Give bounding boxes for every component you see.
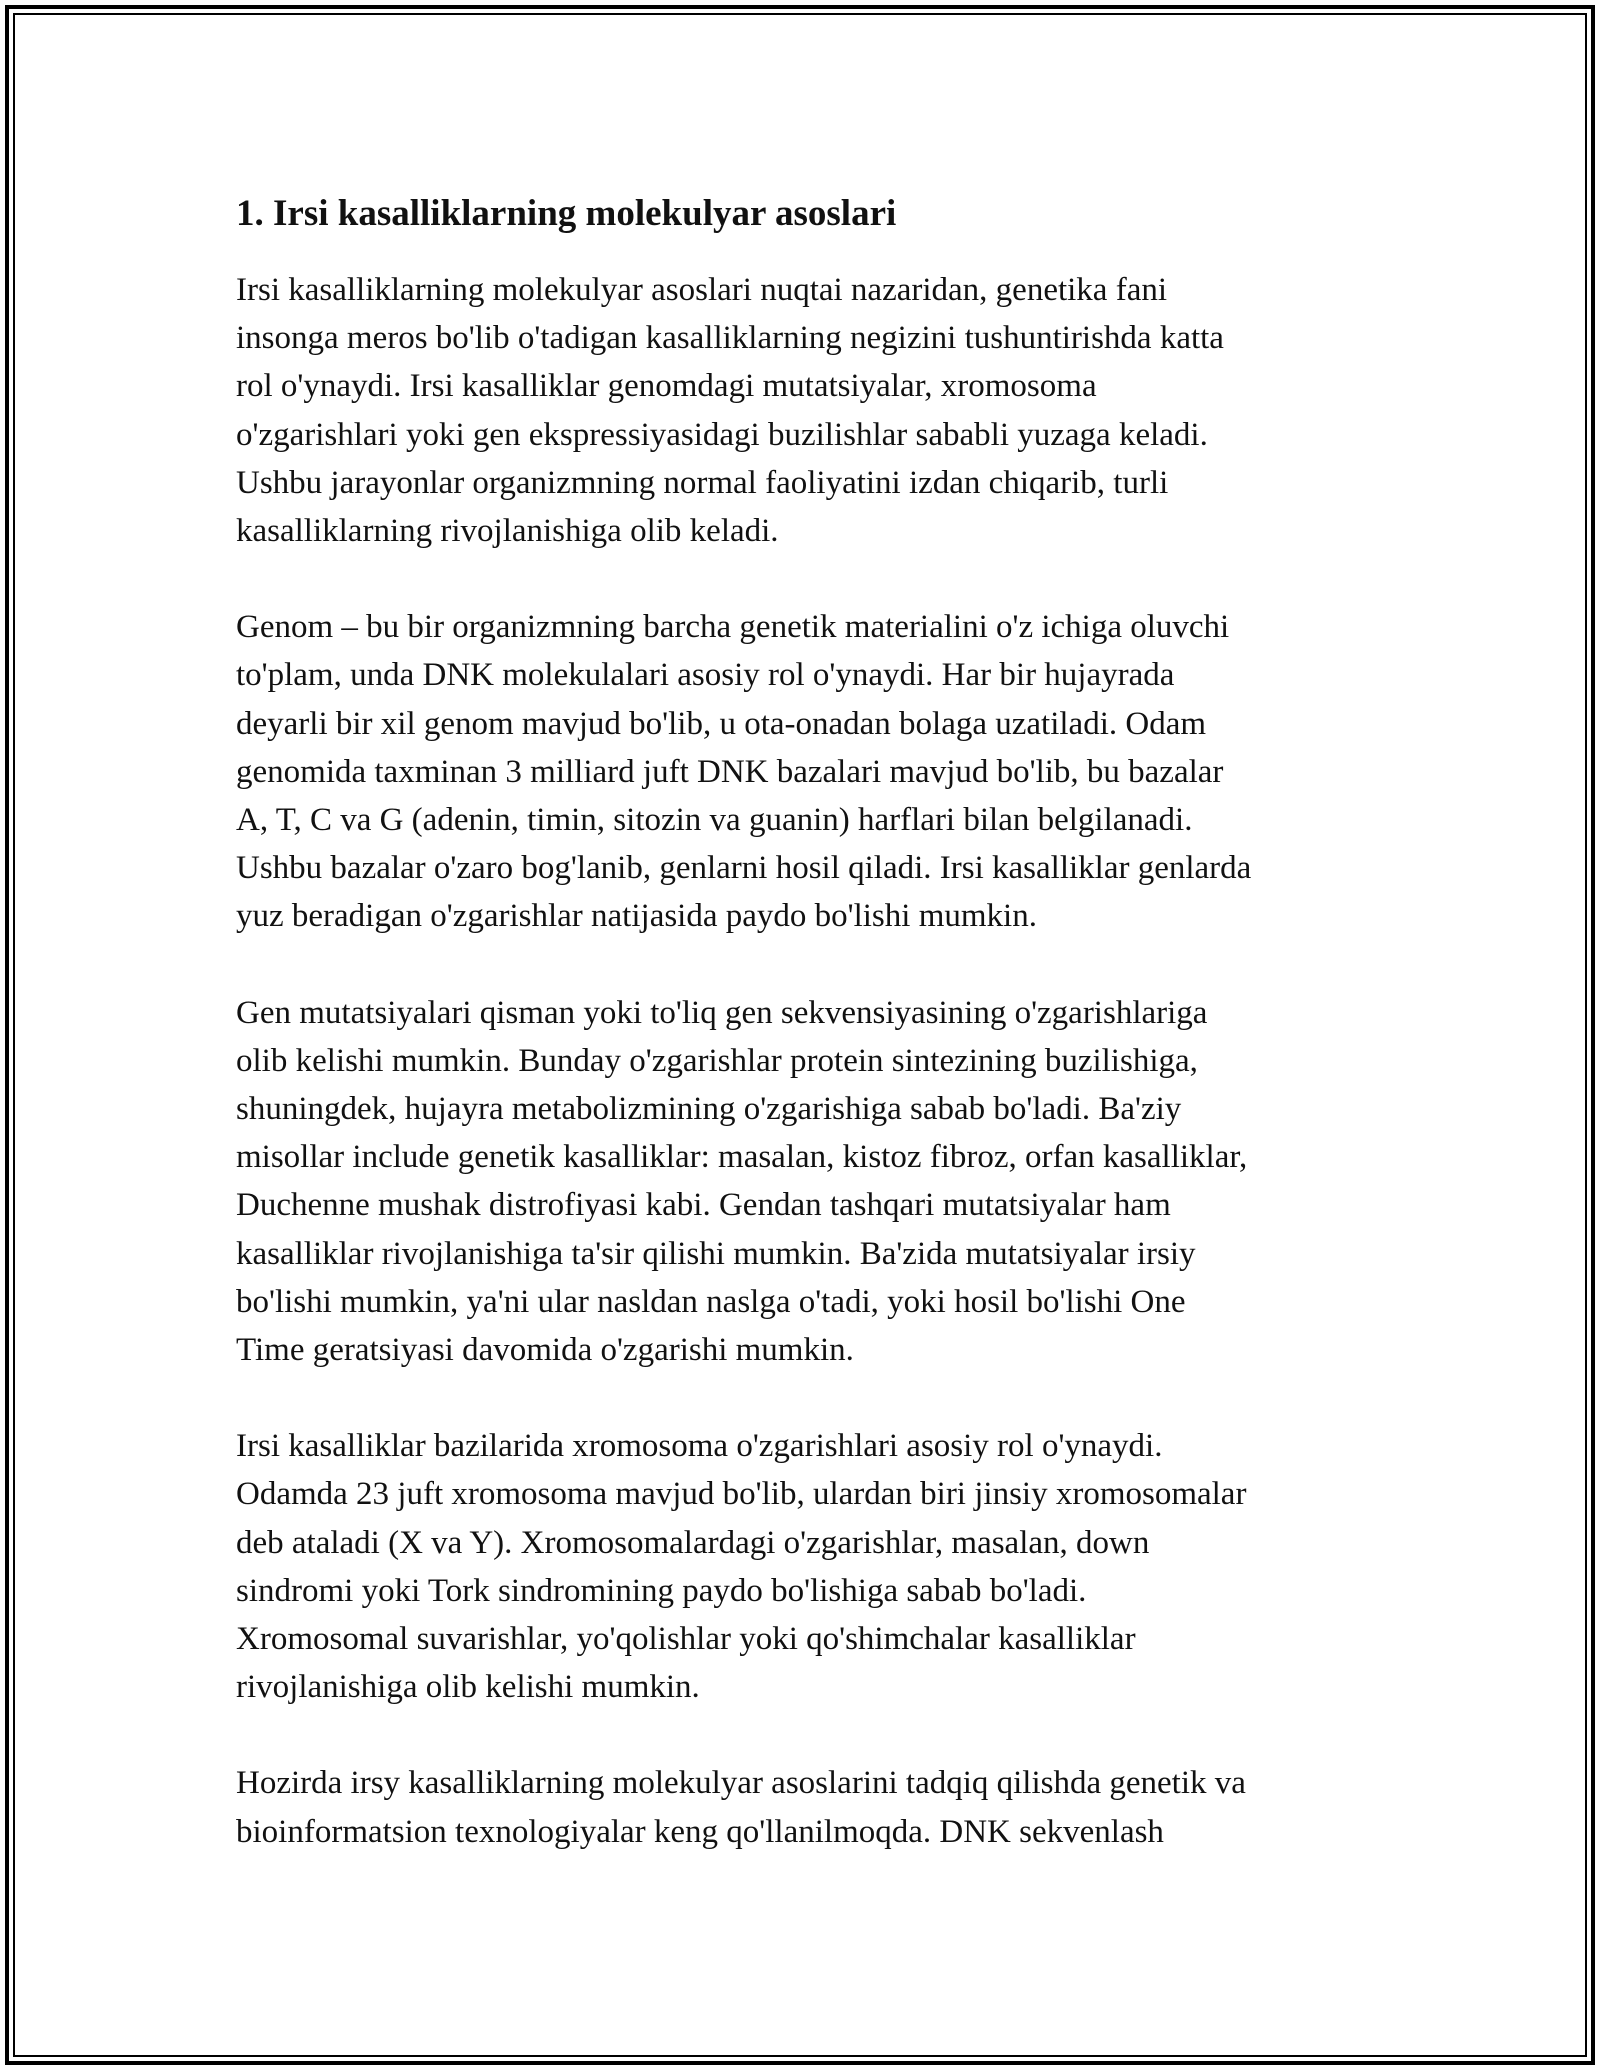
text-line: kasalliklarning rivojlanishiga olib keladi. [236, 513, 779, 550]
text-line: Irsi kasalliklarning molekulyar asoslari nuqtai nazaridan, genetika fani [236, 272, 1168, 308]
text-line: Irsi kasalliklar bazilarida xromosoma o'zgarishlari asosiy rol o'ynaydi. [236, 1428, 1163, 1465]
paragraph [236, 1422, 1376, 1711]
paragraph [236, 1759, 1376, 1855]
text-line: genomida taxminan 3 milliard juft DNK bazalari mavjud bo'lib, bu bazalar [236, 753, 1224, 790]
text-line: o'zgarishlari yoki gen ekspressiyasidagi buzilishlar sababli yuzaga keladi. [236, 416, 1208, 453]
text-line: Time geratsiyasi davomida o'zgarishi mumkin. [236, 1332, 854, 1369]
text-line: A, T, C va G (adenin, timin, sitozin va guanin) harflari bilan belgilanadi. [236, 802, 1193, 839]
text-line: Hozirda irsy kasalliklarning molekulyar asoslarini tadqiq qilishda genetik va [236, 1765, 1246, 1802]
text-line: deb ataladi (X va Y). Xromosomalardagi o'zgarishlar, masalan, down [236, 1524, 1150, 1561]
text-line: rol o'ynaydi. Irsi kasalliklar genomdagi mutatsiyalar, xromosoma [236, 368, 1097, 405]
text-line: Ushbu bazalar o'zaro bog'lanib, genlarni hosil qiladi. Irsi kasalliklar genlarda [236, 850, 1252, 887]
text-line: insonga meros bo'lib o'tadigan kasalliklarning negizini tushuntirishda katta [236, 320, 1224, 357]
text-line: bioinformatsion texnologiyalar keng qo'llanilmoqda. DNK sekvenlash [236, 1813, 1164, 1850]
text-line: deyarli bir xil genom mavjud bo'lib, u ota-onadan bolaga uzatiladi. Odam [236, 705, 1207, 742]
paragraph [236, 603, 1376, 940]
text-line: Genom – bu bir organizmning barcha genetik materialini o'z ichiga oluvchi [236, 609, 1230, 646]
text-line: Ushbu jarayonlar organizmning normal faoliyatini izdan chiqarib, turli [236, 464, 1169, 501]
text-line: to'plam, unda DNK molekulalari asosiy rol o'ynaydi. Har bir hujayrada [236, 657, 1175, 694]
text-line: shuningdek, hujayra metabolizmining o'zgarishiga sabab bo'ladi. Ba'ziy [236, 1091, 1182, 1128]
paragraph [236, 989, 1376, 1375]
text-line: Odamda 23 juft xromosoma mavjud bo'lib, ulardan biri jinsiy xromosomalar [236, 1476, 1247, 1513]
paragraph [236, 266, 1376, 555]
text-line: bo'lishi mumkin, ya'ni ular nasldan naslga o'tadi, yoki hosil bo'lishi One [236, 1283, 1186, 1320]
text-line: olib kelishi mumkin. Bunday o'zgarishlar protein sintezining buzilishiga, [236, 1042, 1198, 1079]
text-line: Duchenne mushak distrofiyasi kabi. Gendan tashqari mutatsiyalar ham [236, 1187, 1171, 1224]
text-line: yuz beradigan o'zgarishlar natijasida paydo bo'lishi mumkin. [236, 898, 1037, 935]
paragraph-list [236, 266, 1376, 1856]
section-heading: 1. Irsi kasalliklarning molekulyar asoslari [236, 193, 897, 234]
text-line: Gen mutatsiyalari qisman yoki to'liq gen sekvensiyasining o'zgarishlariga [236, 994, 1208, 1031]
text-line: Xromosomal suvarishlar, yo'qolishlar yoki qo'shimchalar kasalliklar [236, 1621, 1136, 1658]
text-line: rivojlanishiga olib kelishi mumkin. [236, 1669, 700, 1706]
text-line: kasalliklar rivojlanishiga ta'sir qilishi mumkin. Ba'zida mutatsiyalar irsiy [236, 1235, 1196, 1272]
text-line: sindromi yoki Tork sindromining paydo bo'lishiga sabab bo'ladi. [236, 1572, 1087, 1609]
text-line: misollar include genetik kasalliklar: masalan, kistoz fibroz, orfan kasalliklar, [236, 1139, 1248, 1176]
document-content [236, 186, 1376, 1904]
